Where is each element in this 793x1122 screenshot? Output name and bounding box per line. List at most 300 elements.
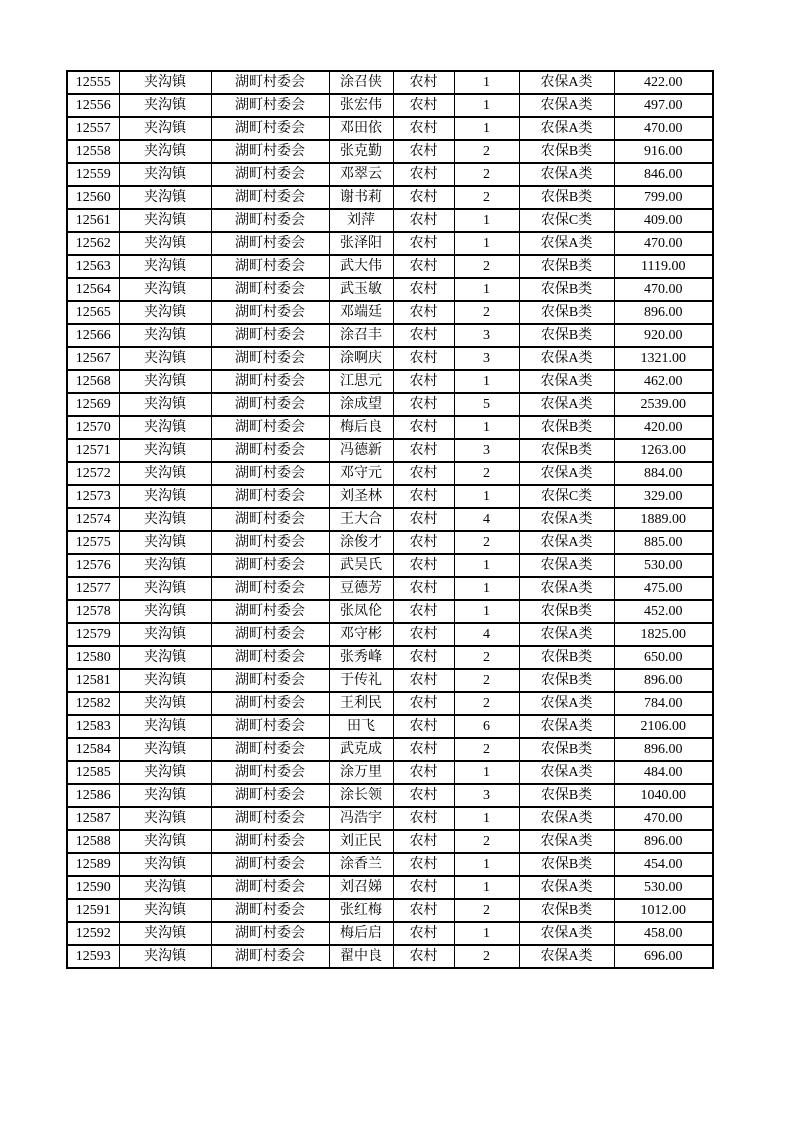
cell-person-name: 田飞: [329, 715, 393, 738]
cell-residence-type: 农村: [393, 140, 454, 163]
cell-residence-type: 农村: [393, 738, 454, 761]
cell-person-name: 王大合: [329, 508, 393, 531]
cell-person-count: 1: [454, 807, 519, 830]
cell-insurance-category: 农保A类: [519, 531, 614, 554]
cell-village: 湖町村委会: [211, 324, 329, 347]
cell-person-name: 刘萍: [329, 209, 393, 232]
cell-amount: 484.00: [614, 761, 713, 784]
cell-residence-type: 农村: [393, 186, 454, 209]
cell-person-name: 刘召娣: [329, 876, 393, 899]
cell-person-name: 张秀峰: [329, 646, 393, 669]
cell-amount: 420.00: [614, 416, 713, 439]
cell-person-count: 3: [454, 439, 519, 462]
cell-serial: 12560: [67, 186, 119, 209]
cell-town: 夹沟镇: [119, 255, 211, 278]
cell-amount: 1119.00: [614, 255, 713, 278]
cell-village: 湖町村委会: [211, 807, 329, 830]
cell-amount: 1012.00: [614, 899, 713, 922]
cell-person-count: 5: [454, 393, 519, 416]
cell-person-name: 张泽阳: [329, 232, 393, 255]
cell-serial: 12592: [67, 922, 119, 945]
cell-town: 夹沟镇: [119, 370, 211, 393]
table-row: [67, 738, 713, 761]
cell-residence-type: 农村: [393, 94, 454, 117]
cell-village: 湖町村委会: [211, 71, 329, 94]
table-row: [67, 94, 713, 117]
cell-village: 湖町村委会: [211, 531, 329, 554]
cell-insurance-category: 农保A类: [519, 393, 614, 416]
cell-serial: 12564: [67, 278, 119, 301]
cell-amount: 916.00: [614, 140, 713, 163]
cell-person-name: 涂万里: [329, 761, 393, 784]
cell-village: 湖町村委会: [211, 899, 329, 922]
table-row: [67, 186, 713, 209]
cell-residence-type: 农村: [393, 899, 454, 922]
cell-person-name: 武克成: [329, 738, 393, 761]
table-row: [67, 439, 713, 462]
cell-amount: 454.00: [614, 853, 713, 876]
cell-person-name: 涂俊才: [329, 531, 393, 554]
cell-insurance-category: 农保A类: [519, 761, 614, 784]
cell-residence-type: 农村: [393, 508, 454, 531]
cell-residence-type: 农村: [393, 623, 454, 646]
cell-person-name: 谢书莉: [329, 186, 393, 209]
cell-serial: 12581: [67, 669, 119, 692]
cell-serial: 12580: [67, 646, 119, 669]
cell-town: 夹沟镇: [119, 232, 211, 255]
cell-insurance-category: 农保B类: [519, 899, 614, 922]
cell-serial: 12575: [67, 531, 119, 554]
table-row: [67, 531, 713, 554]
cell-person-name: 刘正民: [329, 830, 393, 853]
cell-insurance-category: 农保A类: [519, 462, 614, 485]
cell-village: 湖町村委会: [211, 347, 329, 370]
cell-residence-type: 农村: [393, 393, 454, 416]
cell-village: 湖町村委会: [211, 692, 329, 715]
cell-town: 夹沟镇: [119, 117, 211, 140]
cell-residence-type: 农村: [393, 669, 454, 692]
cell-town: 夹沟镇: [119, 301, 211, 324]
cell-amount: 462.00: [614, 370, 713, 393]
cell-person-name: 涂啊庆: [329, 347, 393, 370]
cell-serial: 12589: [67, 853, 119, 876]
cell-village: 湖町村委会: [211, 255, 329, 278]
cell-insurance-category: 农保A类: [519, 922, 614, 945]
cell-town: 夹沟镇: [119, 669, 211, 692]
cell-amount: 530.00: [614, 876, 713, 899]
cell-person-count: 2: [454, 692, 519, 715]
cell-village: 湖町村委会: [211, 922, 329, 945]
cell-serial: 12576: [67, 554, 119, 577]
cell-town: 夹沟镇: [119, 554, 211, 577]
cell-town: 夹沟镇: [119, 623, 211, 646]
cell-serial: 12574: [67, 508, 119, 531]
cell-amount: 1263.00: [614, 439, 713, 462]
cell-insurance-category: 农保A类: [519, 876, 614, 899]
cell-town: 夹沟镇: [119, 577, 211, 600]
cell-residence-type: 农村: [393, 301, 454, 324]
cell-town: 夹沟镇: [119, 830, 211, 853]
cell-insurance-category: 农保B类: [519, 324, 614, 347]
cell-amount: 884.00: [614, 462, 713, 485]
cell-serial: 12584: [67, 738, 119, 761]
cell-insurance-category: 农保B类: [519, 255, 614, 278]
cell-person-count: 3: [454, 784, 519, 807]
cell-residence-type: 农村: [393, 416, 454, 439]
cell-person-count: 1: [454, 853, 519, 876]
cell-person-count: 1: [454, 117, 519, 140]
cell-town: 夹沟镇: [119, 715, 211, 738]
cell-residence-type: 农村: [393, 347, 454, 370]
cell-person-name: 梅后良: [329, 416, 393, 439]
cell-amount: 1889.00: [614, 508, 713, 531]
cell-person-name: 豆德芳: [329, 577, 393, 600]
cell-insurance-category: 农保B类: [519, 186, 614, 209]
table-row: [67, 232, 713, 255]
cell-person-count: 1: [454, 485, 519, 508]
cell-serial: 12579: [67, 623, 119, 646]
cell-person-name: 冯浩宇: [329, 807, 393, 830]
cell-insurance-category: 农保A类: [519, 347, 614, 370]
cell-amount: 799.00: [614, 186, 713, 209]
cell-person-name: 邓守彬: [329, 623, 393, 646]
cell-person-count: 4: [454, 623, 519, 646]
cell-town: 夹沟镇: [119, 807, 211, 830]
table-row: [67, 853, 713, 876]
table-row: [67, 577, 713, 600]
cell-town: 夹沟镇: [119, 738, 211, 761]
cell-amount: 885.00: [614, 531, 713, 554]
cell-amount: 896.00: [614, 669, 713, 692]
cell-person-name: 武大伟: [329, 255, 393, 278]
cell-town: 夹沟镇: [119, 439, 211, 462]
table-row: [67, 554, 713, 577]
cell-amount: 470.00: [614, 278, 713, 301]
cell-amount: 452.00: [614, 600, 713, 623]
cell-serial: 12567: [67, 347, 119, 370]
cell-residence-type: 农村: [393, 646, 454, 669]
cell-insurance-category: 农保B类: [519, 853, 614, 876]
cell-person-count: 4: [454, 508, 519, 531]
cell-serial: 12568: [67, 370, 119, 393]
cell-amount: 696.00: [614, 945, 713, 968]
cell-person-count: 2: [454, 830, 519, 853]
cell-town: 夹沟镇: [119, 209, 211, 232]
cell-residence-type: 农村: [393, 715, 454, 738]
cell-residence-type: 农村: [393, 922, 454, 945]
table-body: [67, 71, 713, 968]
cell-person-name: 邓守元: [329, 462, 393, 485]
cell-village: 湖町村委会: [211, 232, 329, 255]
cell-village: 湖町村委会: [211, 554, 329, 577]
cell-serial: 12557: [67, 117, 119, 140]
cell-town: 夹沟镇: [119, 186, 211, 209]
cell-town: 夹沟镇: [119, 393, 211, 416]
cell-village: 湖町村委会: [211, 186, 329, 209]
cell-insurance-category: 农保B类: [519, 669, 614, 692]
table-row: [67, 876, 713, 899]
cell-person-count: 1: [454, 232, 519, 255]
cell-village: 湖町村委会: [211, 117, 329, 140]
cell-person-name: 张凤伦: [329, 600, 393, 623]
table-row: [67, 301, 713, 324]
cell-residence-type: 农村: [393, 209, 454, 232]
cell-person-count: 2: [454, 462, 519, 485]
cell-village: 湖町村委会: [211, 393, 329, 416]
cell-town: 夹沟镇: [119, 531, 211, 554]
cell-serial: 12571: [67, 439, 119, 462]
cell-insurance-category: 农保A类: [519, 623, 614, 646]
cell-town: 夹沟镇: [119, 508, 211, 531]
cell-amount: 470.00: [614, 117, 713, 140]
cell-person-name: 冯德新: [329, 439, 393, 462]
cell-town: 夹沟镇: [119, 876, 211, 899]
cell-person-name: 梅后启: [329, 922, 393, 945]
cell-village: 湖町村委会: [211, 853, 329, 876]
cell-town: 夹沟镇: [119, 922, 211, 945]
cell-town: 夹沟镇: [119, 761, 211, 784]
cell-residence-type: 农村: [393, 692, 454, 715]
cell-person-count: 2: [454, 531, 519, 554]
cell-serial: 12555: [67, 71, 119, 94]
cell-person-name: 张红梅: [329, 899, 393, 922]
table-row: [67, 71, 713, 94]
cell-village: 湖町村委会: [211, 485, 329, 508]
cell-person-name: 邓田依: [329, 117, 393, 140]
cell-person-count: 1: [454, 94, 519, 117]
cell-person-name: 武玉敏: [329, 278, 393, 301]
cell-residence-type: 农村: [393, 531, 454, 554]
table-row: [67, 370, 713, 393]
cell-residence-type: 农村: [393, 485, 454, 508]
cell-insurance-category: 农保A类: [519, 232, 614, 255]
cell-residence-type: 农村: [393, 853, 454, 876]
cell-serial: 12577: [67, 577, 119, 600]
cell-village: 湖町村委会: [211, 462, 329, 485]
cell-serial: 12566: [67, 324, 119, 347]
cell-residence-type: 农村: [393, 255, 454, 278]
cell-serial: 12570: [67, 416, 119, 439]
cell-serial: 12586: [67, 784, 119, 807]
cell-village: 湖町村委会: [211, 830, 329, 853]
table-row: [67, 922, 713, 945]
cell-amount: 497.00: [614, 94, 713, 117]
table-row: [67, 623, 713, 646]
cell-person-name: 江思元: [329, 370, 393, 393]
cell-person-name: 涂成望: [329, 393, 393, 416]
cell-amount: 458.00: [614, 922, 713, 945]
cell-residence-type: 农村: [393, 876, 454, 899]
table-row: [67, 416, 713, 439]
cell-person-name: 张宏伟: [329, 94, 393, 117]
cell-town: 夹沟镇: [119, 71, 211, 94]
cell-amount: 470.00: [614, 232, 713, 255]
cell-person-name: 涂召丰: [329, 324, 393, 347]
table-row: [67, 508, 713, 531]
cell-village: 湖町村委会: [211, 94, 329, 117]
cell-serial: 12583: [67, 715, 119, 738]
cell-residence-type: 农村: [393, 600, 454, 623]
cell-insurance-category: 农保B类: [519, 301, 614, 324]
cell-person-count: 1: [454, 600, 519, 623]
records-table: [66, 70, 714, 969]
cell-person-count: 2: [454, 163, 519, 186]
table-row: [67, 163, 713, 186]
cell-village: 湖町村委会: [211, 278, 329, 301]
cell-amount: 470.00: [614, 807, 713, 830]
cell-town: 夹沟镇: [119, 278, 211, 301]
cell-amount: 1825.00: [614, 623, 713, 646]
cell-amount: 920.00: [614, 324, 713, 347]
cell-serial: 12569: [67, 393, 119, 416]
cell-amount: 1321.00: [614, 347, 713, 370]
cell-person-name: 邓翠云: [329, 163, 393, 186]
table-row: [67, 117, 713, 140]
table-row: [67, 807, 713, 830]
cell-village: 湖町村委会: [211, 784, 329, 807]
cell-insurance-category: 农保C类: [519, 209, 614, 232]
cell-person-count: 1: [454, 761, 519, 784]
cell-village: 湖町村委会: [211, 163, 329, 186]
cell-residence-type: 农村: [393, 554, 454, 577]
cell-residence-type: 农村: [393, 278, 454, 301]
cell-insurance-category: 农保A类: [519, 807, 614, 830]
cell-residence-type: 农村: [393, 577, 454, 600]
cell-insurance-category: 农保A类: [519, 117, 614, 140]
cell-person-name: 刘圣林: [329, 485, 393, 508]
cell-person-count: 2: [454, 140, 519, 163]
cell-insurance-category: 农保A类: [519, 692, 614, 715]
cell-serial: 12590: [67, 876, 119, 899]
table-row: [67, 462, 713, 485]
cell-town: 夹沟镇: [119, 462, 211, 485]
cell-person-count: 2: [454, 301, 519, 324]
cell-village: 湖町村委会: [211, 439, 329, 462]
table-row: [67, 278, 713, 301]
cell-insurance-category: 农保B类: [519, 416, 614, 439]
cell-town: 夹沟镇: [119, 485, 211, 508]
cell-village: 湖町村委会: [211, 876, 329, 899]
cell-person-count: 1: [454, 416, 519, 439]
cell-village: 湖町村委会: [211, 945, 329, 968]
cell-village: 湖町村委会: [211, 623, 329, 646]
cell-person-count: 1: [454, 554, 519, 577]
cell-serial: 12573: [67, 485, 119, 508]
cell-village: 湖町村委会: [211, 140, 329, 163]
cell-person-count: 3: [454, 347, 519, 370]
cell-insurance-category: 农保A类: [519, 715, 614, 738]
cell-residence-type: 农村: [393, 232, 454, 255]
cell-amount: 2106.00: [614, 715, 713, 738]
cell-amount: 846.00: [614, 163, 713, 186]
cell-insurance-category: 农保A类: [519, 370, 614, 393]
cell-amount: 896.00: [614, 830, 713, 853]
cell-residence-type: 农村: [393, 439, 454, 462]
cell-person-count: 3: [454, 324, 519, 347]
cell-serial: 12572: [67, 462, 119, 485]
cell-town: 夹沟镇: [119, 416, 211, 439]
table-row: [67, 761, 713, 784]
cell-insurance-category: 农保A类: [519, 577, 614, 600]
cell-residence-type: 农村: [393, 761, 454, 784]
cell-person-count: 2: [454, 669, 519, 692]
cell-village: 湖町村委会: [211, 209, 329, 232]
cell-residence-type: 农村: [393, 163, 454, 186]
cell-serial: 12582: [67, 692, 119, 715]
cell-residence-type: 农村: [393, 370, 454, 393]
cell-person-name: 王利民: [329, 692, 393, 715]
cell-insurance-category: 农保A类: [519, 554, 614, 577]
cell-town: 夹沟镇: [119, 94, 211, 117]
table-row: [67, 830, 713, 853]
cell-amount: 1040.00: [614, 784, 713, 807]
cell-amount: 2539.00: [614, 393, 713, 416]
cell-town: 夹沟镇: [119, 784, 211, 807]
cell-serial: 12558: [67, 140, 119, 163]
cell-insurance-category: 农保A类: [519, 945, 614, 968]
cell-person-count: 2: [454, 899, 519, 922]
cell-person-name: 邓端廷: [329, 301, 393, 324]
cell-village: 湖町村委会: [211, 761, 329, 784]
cell-person-count: 2: [454, 255, 519, 278]
cell-serial: 12593: [67, 945, 119, 968]
table-row: [67, 945, 713, 968]
cell-person-count: 1: [454, 71, 519, 94]
cell-serial: 12565: [67, 301, 119, 324]
cell-serial: 12588: [67, 830, 119, 853]
cell-town: 夹沟镇: [119, 600, 211, 623]
cell-insurance-category: 农保B类: [519, 600, 614, 623]
cell-person-count: 2: [454, 738, 519, 761]
cell-amount: 530.00: [614, 554, 713, 577]
table-row: [67, 255, 713, 278]
cell-residence-type: 农村: [393, 830, 454, 853]
cell-village: 湖町村委会: [211, 669, 329, 692]
table-row: [67, 324, 713, 347]
cell-amount: 896.00: [614, 301, 713, 324]
cell-town: 夹沟镇: [119, 163, 211, 186]
cell-village: 湖町村委会: [211, 738, 329, 761]
cell-residence-type: 农村: [393, 945, 454, 968]
cell-person-count: 2: [454, 945, 519, 968]
cell-serial: 12591: [67, 899, 119, 922]
cell-person-name: 涂长领: [329, 784, 393, 807]
cell-person-count: 6: [454, 715, 519, 738]
table-row: [67, 140, 713, 163]
cell-amount: 784.00: [614, 692, 713, 715]
cell-person-name: 于传礼: [329, 669, 393, 692]
cell-insurance-category: 农保B类: [519, 646, 614, 669]
cell-person-count: 1: [454, 876, 519, 899]
cell-serial: 12556: [67, 94, 119, 117]
table-row: [67, 715, 713, 738]
cell-amount: 896.00: [614, 738, 713, 761]
cell-insurance-category: 农保B类: [519, 738, 614, 761]
cell-person-count: 1: [454, 922, 519, 945]
cell-person-name: 武吴氏: [329, 554, 393, 577]
table-row: [67, 209, 713, 232]
cell-serial: 12559: [67, 163, 119, 186]
table-row: [67, 646, 713, 669]
cell-insurance-category: 农保C类: [519, 485, 614, 508]
cell-serial: 12562: [67, 232, 119, 255]
cell-person-count: 1: [454, 370, 519, 393]
cell-insurance-category: 农保A类: [519, 163, 614, 186]
cell-person-count: 2: [454, 646, 519, 669]
cell-village: 湖町村委会: [211, 416, 329, 439]
table-row: [67, 393, 713, 416]
table-row: [67, 692, 713, 715]
